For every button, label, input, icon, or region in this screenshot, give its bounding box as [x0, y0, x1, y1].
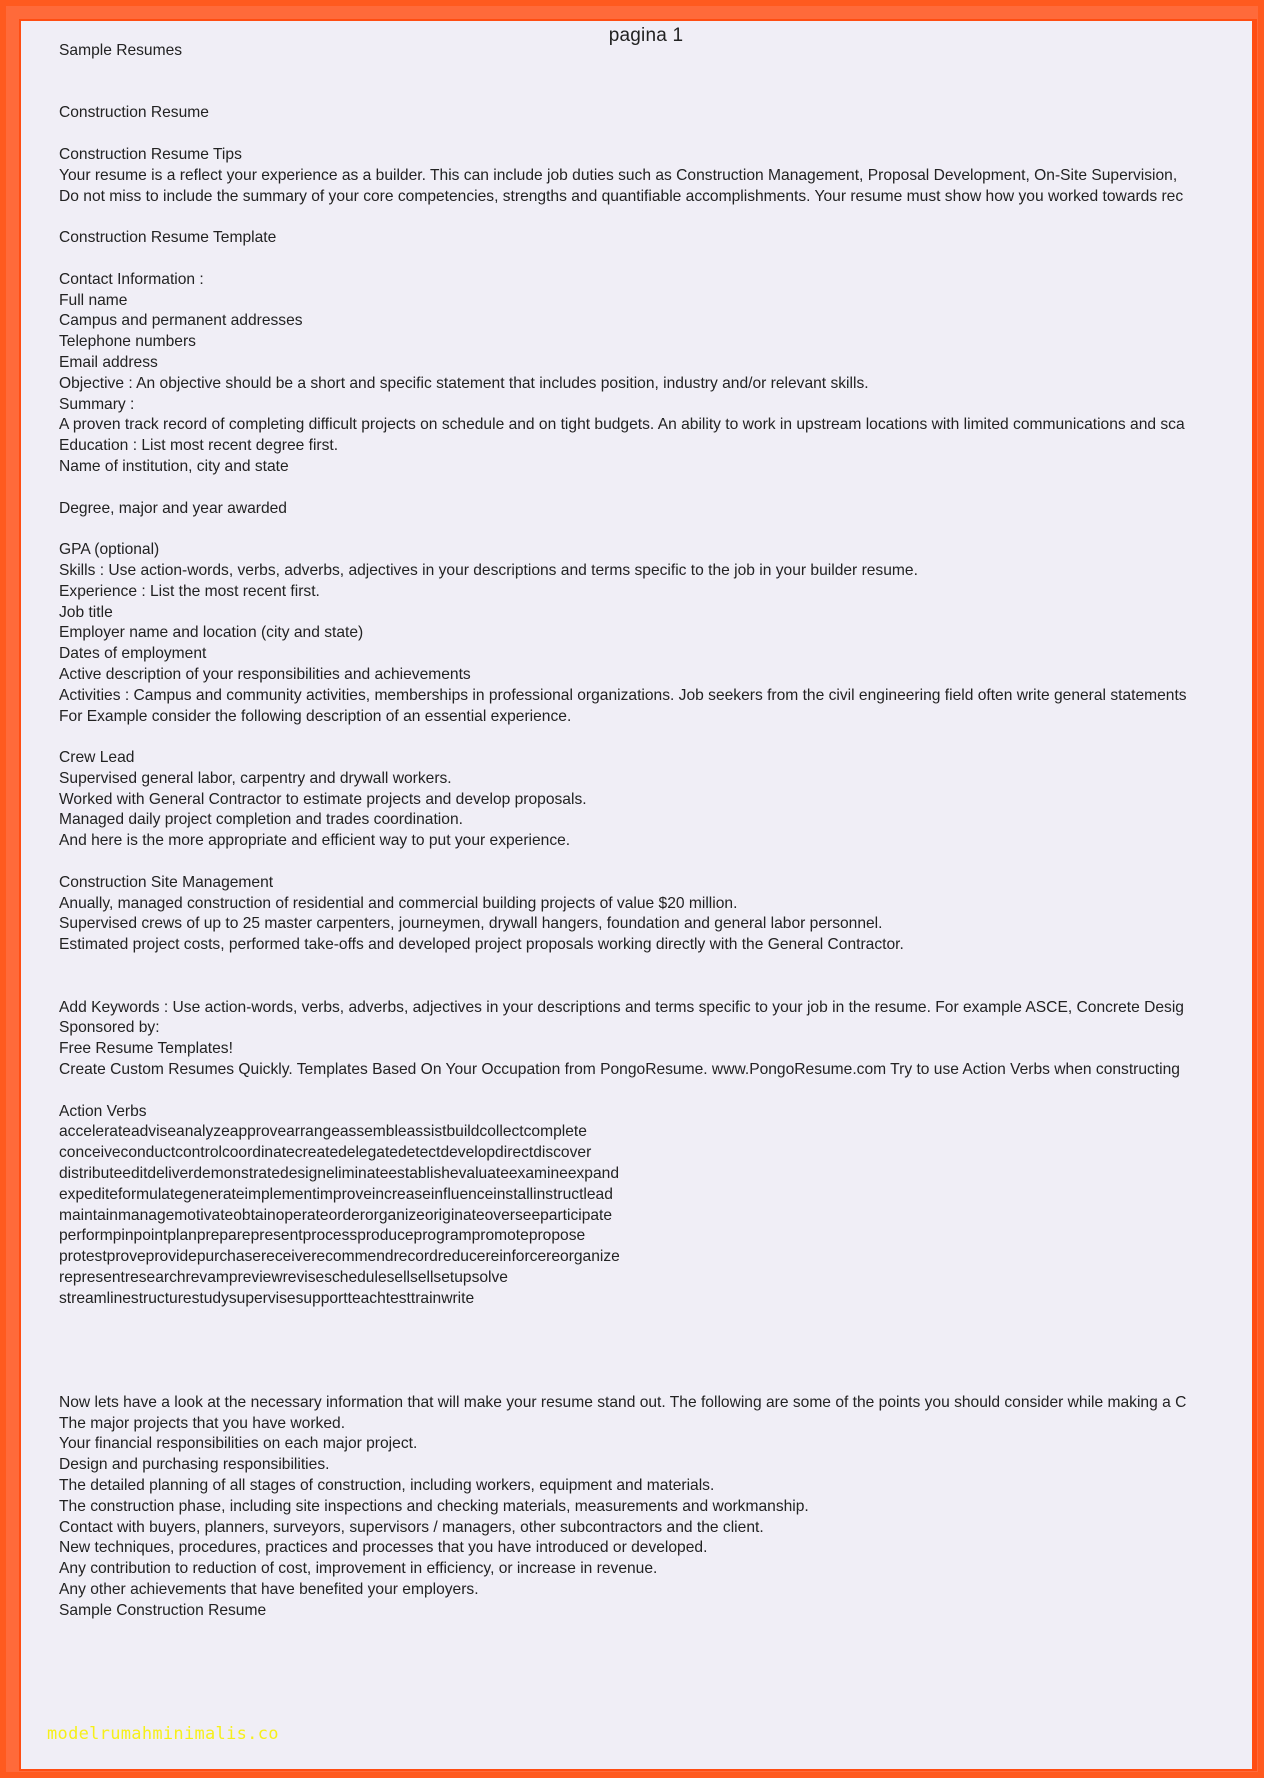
blank-line [59, 1351, 1257, 1372]
blank-line [59, 1372, 1257, 1393]
text-line: Job title [59, 603, 113, 621]
text-line: New techniques, procedures, practices and processes that you have introduced or developed. [59, 1539, 708, 1557]
text-line: Estimated project costs, performed take-offs and developed project proposals working directly with the General Contractor. [59, 936, 904, 954]
text-line: Any contribution to reduction of cost, improvement in efficiency, or increase in revenue. [59, 1560, 658, 1578]
text-line: Now lets have a look at the necessary information that will make your resume stand out. The following are some of the points you should consider while making a C [59, 1393, 1187, 1411]
text-line: A proven track record of completing difficult projects on schedule and on tight budgets. An ability to work in upstream locations with limited communications and sca [59, 416, 1185, 434]
text-line: The major projects that you have worked. [59, 1414, 346, 1432]
document-body [59, 41, 1257, 1622]
text-line: Sponsored by: [59, 1019, 160, 1037]
text-line: The detailed planning of all stages of construction, including workers, equipment and materials. [59, 1476, 715, 1494]
text-line: representresearchrevampreviewreviseschedulesellsellsetupsolve [59, 1269, 508, 1287]
blank-line [59, 478, 1257, 499]
page-number-label: pagina 1 [608, 25, 684, 46]
blank-line [59, 1081, 1257, 1102]
text-line: Contact with buyers, planners, surveyors, supervisors / managers, other subcontractors and the client. [59, 1518, 764, 1536]
blank-line [59, 1330, 1257, 1351]
page-frame [6, 6, 1258, 1772]
text-line: Skills : Use action-words, verbs, adverbs, adjectives in your descriptions and terms specific to the job in your builder resume. [59, 561, 918, 579]
text-line: Add Keywords : Use action-words, verbs, adverbs, adjectives in your descriptions and terms specific to your job in the resume. For example ASCE, Concrete Desig [59, 998, 1184, 1016]
text-line: Create Custom Resumes Quickly. Templates Based On Your Occupation from PongoResume. www.PongoResume.com Try to use Action Verbs when constructing [59, 1061, 1180, 1079]
text-line: Degree, major and year awarded [59, 499, 287, 517]
text-line: performpinpointplanpreparepresentprocessproduceprogrampromotepropose [59, 1227, 586, 1245]
text-line: And here is the more appropriate and efficient way to put your experience. [59, 832, 571, 850]
blank-line [59, 977, 1257, 998]
text-line: streamlinestructurestudysupervisesupportteachtesttrainwrite [59, 1289, 475, 1307]
text-line: Construction Site Management [59, 873, 274, 891]
blank-line [59, 956, 1257, 977]
text-line: Dates of employment [59, 645, 207, 663]
text-line: distributeeditdeliverdemonstratedesigneliminateestablishevaluateexamineexpand [59, 1165, 619, 1183]
watermark-text: modelrumahminimalis.co [47, 1724, 279, 1744]
text-line: Your financial responsibilities on each major project. [59, 1435, 418, 1453]
text-line: Action Verbs [59, 1102, 147, 1120]
blank-line [59, 83, 1257, 104]
text-line: GPA (optional) [59, 541, 160, 559]
text-line: Construction Resume Template [59, 229, 277, 247]
blank-line [59, 207, 1257, 228]
blank-line [59, 62, 1257, 83]
text-line: For Example consider the following description of an essential experience. [59, 707, 572, 725]
text-line: Sample Resumes [59, 42, 183, 59]
text-line: Active description of your responsibilities and achievements [59, 665, 471, 683]
text-line: Full name [59, 291, 128, 309]
text-line: Objective : An objective should be a short and specific statement that includes position, industry and/or relevant skills. [59, 374, 869, 392]
blank-line [59, 727, 1257, 748]
text-line: Telephone numbers [59, 333, 196, 351]
text-line: Activities : Campus and community activities, memberships in professional organizations. Job seekers from the civil engineering field often write general statements [59, 686, 1187, 704]
text-line: Do not miss to include the summary of your core competencies, strengths and quantifiable accomplishments. Your resume must show how you worked towards rec [59, 187, 1184, 205]
blank-line [59, 852, 1257, 873]
text-line: Contact Information : [59, 270, 204, 288]
text-line: Free Resume Templates! [59, 1040, 233, 1058]
text-line: Campus and permanent addresses [59, 312, 303, 330]
text-line: The construction phase, including site inspections and checking materials, measurements and workmanship. [59, 1497, 809, 1515]
text-line: accelerateadviseanalyzeapprovearrangeassembleassistbuildcollectcomplete [59, 1123, 587, 1141]
text-line: Email address [59, 353, 158, 371]
text-line: protestproveprovidepurchasereceiverecommendrecordreducereinforcereorganize [59, 1248, 620, 1266]
blank-line [59, 249, 1257, 270]
blank-line [59, 1310, 1257, 1331]
text-line: maintainmanagemotivateobtainoperateorderorganizeoriginateoverseeparticipate [59, 1206, 613, 1224]
text-line: Your resume is a reflect your experience as a builder. This can include job duties such as Construction Management, Proposal Development, On-Site Supervision, [59, 166, 1178, 184]
text-line: Summary : [59, 395, 135, 413]
document-page [19, 19, 1257, 1771]
text-line: Supervised general labor, carpentry and drywall workers. [59, 769, 452, 787]
text-line: Anually, managed construction of residential and commercial building projects of value $20 million. [59, 894, 738, 912]
text-line: Worked with General Contractor to estimate projects and develop proposals. [59, 790, 587, 808]
text-line: Name of institution, city and state [59, 457, 289, 475]
text-line: Education : List most recent degree first. [59, 437, 339, 455]
text-line: Managed daily project completion and trades coordination. [59, 811, 463, 829]
blank-line [59, 124, 1257, 145]
blank-line [59, 519, 1257, 540]
text-line: Experience : List the most recent first. [59, 582, 320, 600]
text-line: Sample Construction Resume [59, 1601, 267, 1619]
text-line: expediteformulategenerateimplementimproveincreaseinfluenceinstallinstructlead [59, 1185, 613, 1203]
text-line: Supervised crews of up to 25 master carpenters, journeymen, drywall hangers, foundation and general labor personnel. [59, 915, 883, 933]
text-line: Design and purchasing responsibilities. [59, 1456, 330, 1474]
text-line: Crew Lead [59, 749, 135, 767]
text-line: conceiveconductcontrolcoordinatecreatedelegatedetectdevelopdirectdiscover [59, 1144, 592, 1162]
text-line: Construction Resume Tips [59, 145, 242, 163]
text-line: Employer name and location (city and state) [59, 624, 364, 642]
text-line: Construction Resume [59, 104, 209, 122]
text-line: Any other achievements that have benefited your employers. [59, 1580, 479, 1598]
